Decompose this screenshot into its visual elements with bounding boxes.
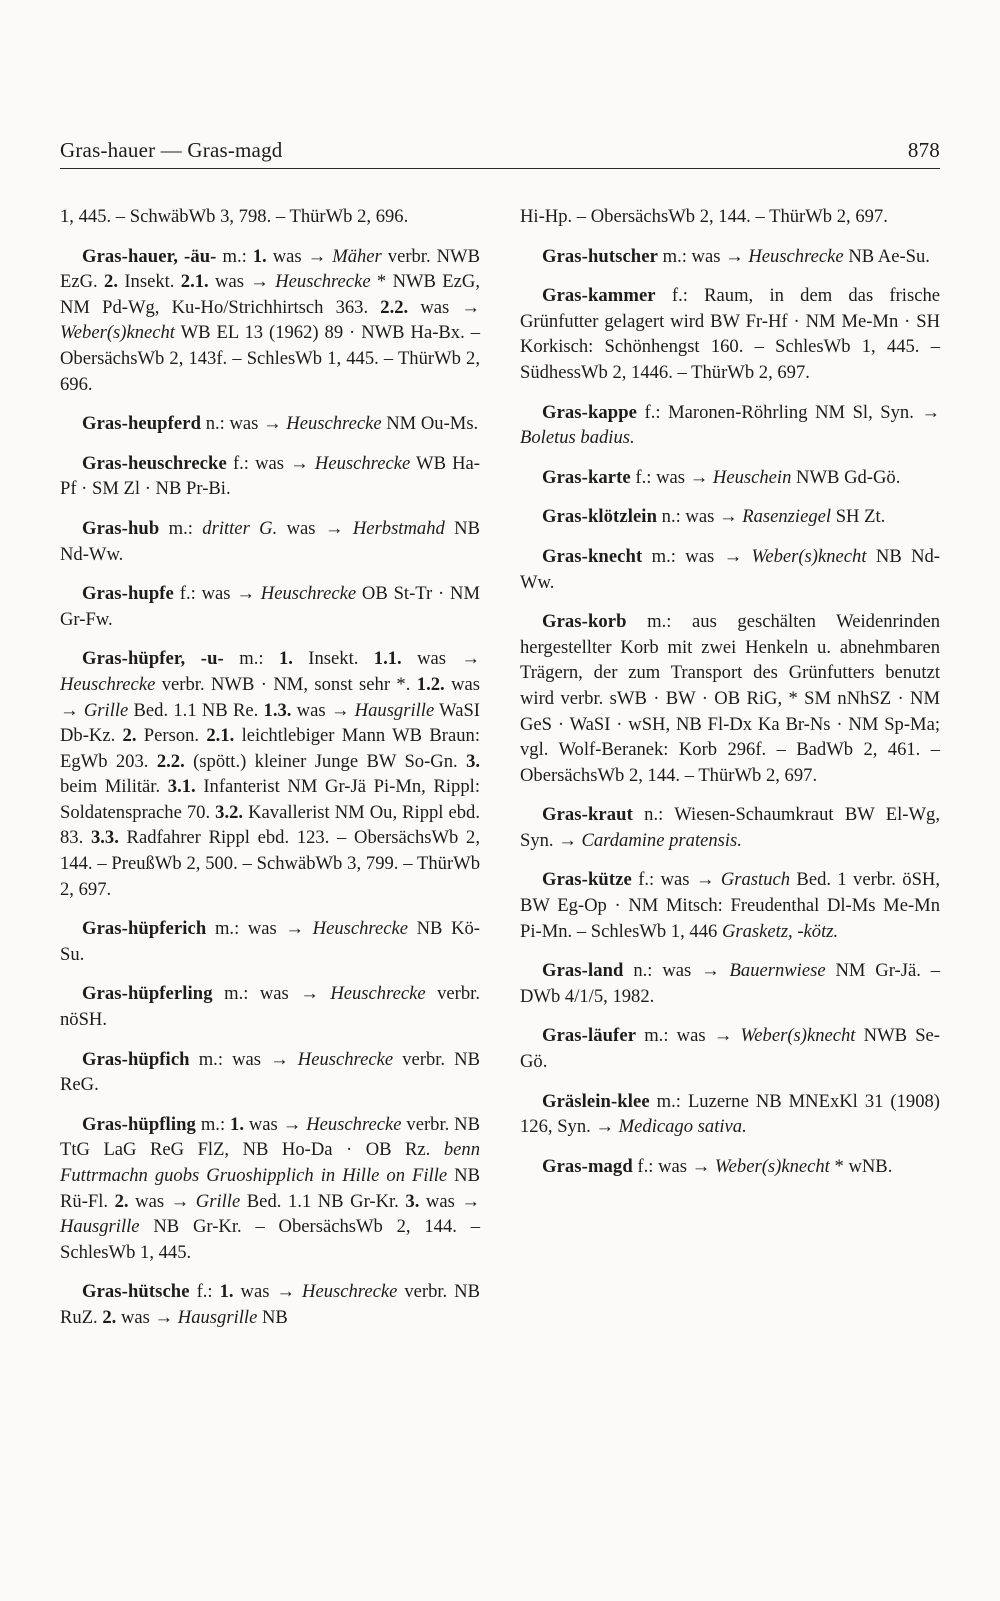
entry-text: NB Nd-Ww.: [520, 545, 941, 593]
entry-italic-text: Heuschein: [712, 466, 792, 488]
entry-headword: Gras-kütze: [542, 869, 632, 891]
entry-italic-text: Weber(s)knecht: [740, 1025, 856, 1047]
entry-text: Kavallerist NM Ou, Rippl ebd. 83.: [60, 801, 480, 849]
entry-text: * NWB EzG, NM Pd-Wg, Ku-Ho/Strichhirtsch 363.: [60, 271, 480, 318]
entry-italic-text: Cardamine pratensis.: [581, 829, 742, 851]
entry-text: verbr. NB RuZ.: [60, 1281, 480, 1328]
dictionary-entry: [60, 646, 480, 902]
entry-text: Insekt.: [118, 271, 181, 293]
sense-number: 1.: [252, 245, 267, 267]
entry-text: verbr. NB TtG LaG ReG FlZ, NB Ho-Da · OB Rz.: [60, 1113, 480, 1161]
page-number: 878: [907, 138, 940, 162]
entry-text: Bed. 1.1 NB Re.: [128, 699, 264, 721]
entry-italic-text: Heuschrecke: [260, 583, 357, 605]
sense-number: 1.1.: [373, 648, 402, 670]
entry-text: m.: was →: [212, 983, 331, 1005]
entry-italic-text: Grille: [83, 699, 129, 721]
dictionary-entry: [520, 867, 940, 944]
entry-headword: Gras-läufer: [542, 1025, 637, 1047]
sense-number: 2.: [114, 1190, 129, 1212]
entry-italic-text: Heuschrecke: [286, 413, 382, 435]
entry-italic-text: Heuschrecke: [275, 271, 371, 293]
entry-text: was →: [243, 1113, 307, 1135]
dictionary-entry: [520, 283, 940, 385]
entry-text: beim Militär.: [60, 776, 168, 798]
entry-text: n.: was →: [201, 413, 287, 435]
sense-number: 1.: [230, 1113, 244, 1135]
entry-continuation: [60, 204, 480, 230]
entry-text: (spött.) kleiner Junge BW So-Gn.: [184, 750, 467, 772]
entry-italic-text: benn Futtrmachn guobs Gruoshipplich in Hille on Fille: [60, 1139, 480, 1186]
entry-text: verbr. NB ReG.: [60, 1048, 480, 1096]
entry-italic-text: Grille: [195, 1190, 241, 1212]
sense-number: 3.3.: [90, 827, 119, 849]
entry-text: NM Gr-Jä. – DWb 4/1/5, 1982.: [520, 960, 940, 1007]
entry-text: m.: aus geschälten Weidenrinden hergestellter Korb mit zwei Henkeln u. abnehmbaren Trägern, der zum Transport des Grünfutters benutzt wird verbr. sWB · BW · OB RiG, * SM nNhSZ · NM GeS · WaSI · wSH, NB Fl-Dx Ka Br-Ns · NM Sp-Ma; vgl. Wolf-Beranek: Korb 296f. – BadWb 2, 461. – ObersächsWb 2, 144. – ThürWb 2, 697.: [520, 611, 940, 786]
entry-italic-text: Grastuch: [720, 869, 791, 891]
entry-text: f.: was →: [630, 466, 713, 488]
entry-headword: Gras-korb: [542, 611, 627, 633]
entry-headword: Gras-hütsche: [82, 1281, 190, 1303]
entry-text: NB Nd-Ww.: [60, 517, 480, 565]
entry-text: f.: Maronen-Röhrling NM Sl, Syn. →: [637, 401, 940, 423]
entry-headword: Gras-hub: [82, 517, 160, 539]
sense-number: 3.2.: [215, 801, 244, 823]
entry-text: NWB Gd-Gö.: [791, 466, 901, 488]
dictionary-entry: [520, 400, 940, 451]
entry-text: Bed. 1.1 NB Gr-Kr.: [240, 1190, 406, 1212]
running-title: Gras-hauer — Gras-magd: [60, 138, 283, 162]
entry-text: f.: was →: [173, 583, 261, 605]
entry-italic-text: Rasenziegel: [742, 506, 832, 528]
entry-text: was →: [408, 296, 480, 318]
entry-text: Bed. 1 verbr. öSH, BW Eg-Op · NM Mitsch: Freudenthal Dl-Ms Me-Mn Pi-Mn. – SchlesWb 1, 446: [520, 869, 940, 942]
sense-number: 1.2.: [416, 673, 445, 695]
entry-headword: Gras-hüpferich: [82, 918, 207, 940]
sense-number: 2.1.: [180, 271, 209, 293]
entry-italic-text: Hausgrille: [177, 1306, 258, 1328]
dictionary-entry: [60, 1047, 480, 1098]
entry-text: m.: was →: [206, 918, 313, 940]
entry-text: NB: [257, 1306, 288, 1328]
entry-text: was →: [419, 1190, 480, 1212]
dictionary-entry: [60, 516, 480, 567]
entry-text: was →: [116, 1306, 178, 1328]
entry-italic-text: Weber(s)knecht: [60, 322, 175, 344]
entry-text: Infanterist NM Gr-Jä Pi-Mn, Rippl: Soldatensprache 70.: [60, 776, 480, 823]
sense-number: 3.: [466, 750, 481, 772]
entry-text: f.: Raum, in dem das frische Grünfutter gelagert wird BW Fr-Hf · NM Me-Mn · SH Korkisch: Schönhengst 160. – SchlesWb 1, 445. – SüdhessWb 2, 1446. – ThürWb 2, 697.: [520, 285, 940, 383]
entry-italic-text: Heuschrecke: [297, 1048, 394, 1070]
entry-headword: Gras-heupferd: [82, 413, 202, 435]
entry-italic-text: Heuschrecke: [330, 983, 426, 1005]
sense-number: 1.3.: [263, 699, 292, 721]
entry-headword: Gras-hupfe: [82, 583, 174, 605]
sense-number: 2.1.: [206, 725, 235, 747]
entry-text: m.: Luzerne NB MNExKl 31 (1908) 126, Syn. →: [520, 1090, 940, 1138]
entry-italic-text: Weber(s)knecht: [714, 1155, 830, 1177]
entry-headword: Gras-magd: [542, 1155, 633, 1177]
dictionary-entry: [520, 609, 940, 788]
entry-headword: Gras-hutscher: [542, 245, 658, 267]
entry-italic-text: Grasketz, -kötz.: [721, 920, 839, 942]
right-column: [520, 204, 940, 1193]
entry-text: f.:: [189, 1281, 220, 1303]
dictionary-entry: [60, 1279, 480, 1330]
entry-text: was →: [60, 673, 480, 721]
entry-text: verbr. NWB EzG.: [60, 245, 480, 293]
sense-number: 2.: [102, 1306, 117, 1328]
entry-text: NWB Se-Gö.: [520, 1025, 940, 1073]
entry-headword: Gras-kammer: [542, 285, 656, 307]
dictionary-entry: [520, 1154, 940, 1180]
entry-text: was →: [208, 271, 276, 293]
entry-text: WB Ha-Pf · SM Zl · NB Pr-Bi.: [60, 452, 480, 500]
entry-italic-text: Hausgrille: [354, 699, 435, 721]
entry-headword: Gras-hüpferling: [82, 983, 213, 1005]
entry-italic-text: Heuschrecke: [306, 1113, 402, 1135]
entry-text: was →: [233, 1281, 303, 1303]
sense-number: 2.2.: [156, 750, 185, 772]
entry-italic-text: Boletus badius.: [520, 427, 635, 449]
entry-headword: Gras-kraut: [542, 804, 633, 826]
entry-text: was →: [401, 648, 481, 670]
entry-text: was →: [128, 1190, 196, 1212]
entry-continuation: [520, 204, 940, 230]
entry-text: NM Ou-Ms.: [381, 413, 479, 435]
entry-italic-text: dritter G.: [202, 517, 278, 539]
entry-italic-text: Heuschrecke: [748, 245, 844, 267]
sense-number: 2.: [122, 725, 137, 747]
entry-italic-text: Hausgrille: [60, 1216, 140, 1238]
entry-text: Insekt.: [292, 648, 374, 670]
entry-text: f.: was →: [631, 869, 721, 891]
entry-headword: Gräslein-klee: [542, 1090, 650, 1112]
entry-text: 1, 445. – SchwäbWb 3, 798. – ThürWb 2, 696.: [60, 206, 409, 227]
entry-headword: Gras-knecht: [542, 545, 643, 567]
entry-text: n.: was →: [657, 506, 743, 528]
entry-text: WaSI Db-Kz.: [60, 699, 480, 747]
sense-number: 3.: [405, 1190, 420, 1212]
entry-headword: Gras-klötzlein: [542, 506, 658, 528]
sense-number: 2.: [104, 271, 118, 293]
entry-text: n.: was →: [623, 960, 730, 982]
entry-text: NB Ae-Su.: [843, 245, 930, 267]
running-header: [60, 136, 940, 169]
entry-headword: Gras-kappe: [542, 401, 638, 423]
dictionary-entry: [520, 1023, 940, 1074]
dictionary-entry: [60, 581, 480, 632]
entry-text: was →: [266, 245, 333, 267]
entry-text: f.: was →: [632, 1155, 715, 1177]
entry-text: m.: was →: [636, 1025, 741, 1047]
dictionary-entry: [520, 1089, 940, 1140]
entry-text: was →: [277, 517, 353, 539]
sense-number: 2.2.: [380, 296, 409, 318]
dictionary-entry: [60, 244, 480, 398]
entry-text: verbr. nöSH.: [60, 983, 480, 1031]
entry-text: SH Zt.: [831, 506, 886, 528]
entry-text: leichtlebiger Mann WB Braun: EgWb 203.: [60, 725, 480, 772]
entry-italic-text: Medicago sativa.: [618, 1116, 747, 1138]
entry-headword: Gras-hüpfich: [82, 1048, 190, 1070]
entry-text: * wNB.: [829, 1155, 893, 1177]
dictionary-entry: [520, 504, 940, 530]
entry-text: m.: was →: [189, 1048, 298, 1070]
entry-italic-text: Mäher: [332, 245, 382, 267]
dictionary-entry: [520, 544, 940, 595]
left-column: [60, 204, 480, 1345]
entry-headword: Gras-hüpfling: [82, 1113, 196, 1135]
entry-text: m.: was →: [657, 245, 749, 267]
entry-italic-text: Heuschrecke: [314, 452, 411, 474]
entry-text: WB EL 13 (1962) 89 · NWB Ha-Bx. – ObersächsWb 2, 143f. – SchlesWb 1, 445. – ThürWb 2, 696.: [60, 322, 480, 395]
entry-italic-text: Bauernwiese: [729, 960, 826, 982]
entry-text: OB St-Tr · NM Gr-Fw.: [60, 583, 480, 630]
sense-number: 1.: [219, 1281, 234, 1303]
entry-text: m.:: [159, 517, 203, 539]
dictionary-entry: [60, 981, 480, 1032]
dictionary-entry: [520, 244, 940, 270]
entry-headword: Gras-land: [542, 960, 624, 982]
entry-text: m.:: [223, 648, 279, 670]
dictionary-entry: [60, 1112, 480, 1266]
entry-text: was →: [291, 699, 355, 721]
entry-italic-text: Heuschrecke: [312, 918, 408, 940]
entry-text: NB Gr-Kr. – ObersächsWb 2, 144. – SchlesWb 1, 445.: [60, 1216, 480, 1263]
entry-text: verbr. NWB · NM, sonst sehr *.: [155, 673, 417, 695]
dictionary-page: [60, 0, 940, 1601]
dictionary-entry: [60, 411, 480, 437]
entry-italic-text: Herbstmahd: [352, 517, 445, 539]
entry-text: f.: was →: [226, 452, 315, 474]
dictionary-entry: [60, 916, 480, 967]
entry-headword: Gras-heuschrecke: [82, 452, 227, 474]
entry-text: Hi-Hp. – ObersächsWb 2, 144. – ThürWb 2, 697.: [520, 206, 888, 227]
sense-number: 3.1.: [167, 776, 196, 798]
sense-number: 1.: [278, 648, 293, 670]
entry-text: n.: Wiesen-Schaumkraut BW El-Wg, Syn. →: [520, 804, 940, 851]
entry-text: m.:: [216, 245, 253, 267]
entry-text: Person.: [136, 725, 207, 747]
entry-text: NB Kö-Su.: [60, 918, 480, 965]
entry-text: m.: was →: [642, 545, 752, 567]
entry-headword: Gras-hüpfer, -u-: [82, 648, 224, 670]
entry-italic-text: Heuschrecke: [60, 673, 156, 695]
dictionary-entry: [60, 451, 480, 502]
entry-italic-text: Weber(s)knecht: [751, 545, 867, 567]
entry-headword: Gras-karte: [542, 466, 631, 488]
entry-headword: Gras-hauer, -äu-: [82, 245, 217, 267]
dictionary-entry: [520, 465, 940, 491]
dictionary-entry: [520, 802, 940, 853]
entry-text: NB Rü-Fl.: [60, 1165, 480, 1212]
entry-text: Radfahrer Rippl ebd. 123. – ObersächsWb 2, 144. – PreußWb 2, 500. – SchwäbWb 3, 799. – ThürWb 2, 697.: [60, 827, 481, 900]
entry-italic-text: Heuschrecke: [302, 1281, 398, 1303]
dictionary-entry: [520, 958, 940, 1009]
entry-text: m.:: [195, 1113, 231, 1135]
